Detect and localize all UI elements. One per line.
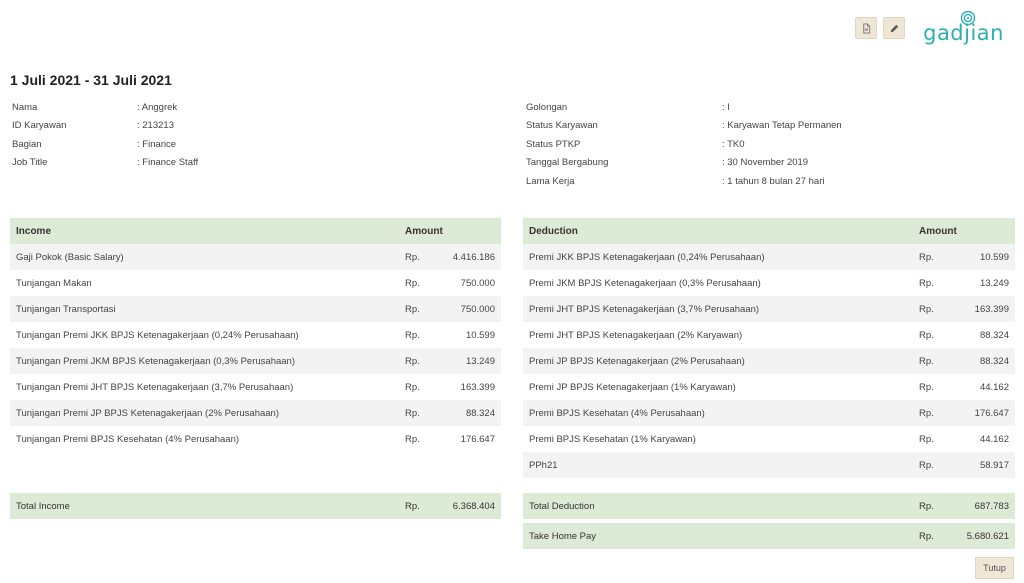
close-button[interactable]: Tutup [975, 557, 1014, 579]
table-row [10, 296, 501, 322]
info-row [12, 135, 198, 154]
table-row [523, 348, 1015, 374]
row-currency: Rp. [919, 433, 934, 445]
table-row [523, 270, 1015, 296]
row-currency: Rp. [919, 530, 934, 542]
deduction-table [523, 218, 1015, 478]
row-desc: Premi BPJS Kesehatan (4% Perusahaan) [529, 407, 705, 419]
info-row [526, 135, 842, 154]
row-desc: PPh21 [529, 459, 558, 471]
info-label: Bagian [12, 138, 42, 150]
row-currency: Rp. [405, 277, 420, 289]
row-currency: Rp. [405, 500, 420, 512]
amount-column-header: Amount [919, 225, 957, 237]
info-row [526, 117, 842, 136]
row-desc: Tunjangan Transportasi [16, 303, 116, 315]
row-desc: Tunjangan Premi JHT BPJS Ketenagakerjaan (3,7% Perusahaan) [16, 381, 294, 393]
row-desc: Tunjangan Premi JKK BPJS Ketenagakerjaan (0,24% Perusahaan) [16, 329, 299, 341]
info-value: : 213213 [137, 120, 174, 132]
total-deduction-row [523, 493, 1015, 519]
pencil-icon [889, 23, 900, 34]
row-currency: Rp. [405, 303, 420, 315]
payslip-period: 1 Juli 2021 - 31 Juli 2021 [10, 72, 172, 88]
row-amount: 176.647 [974, 407, 1009, 419]
row-desc: Gaji Pokok (Basic Salary) [16, 251, 124, 263]
table-row [523, 452, 1015, 478]
edit-button[interactable] [883, 17, 905, 39]
row-desc: Premi JKM BPJS Ketenagakerjaan (0,3% Perusahaan) [529, 277, 761, 289]
table-row [10, 426, 501, 452]
row-amount: 163.399 [974, 303, 1009, 315]
row-currency: Rp. [919, 407, 934, 419]
table-row [523, 296, 1015, 322]
brand-logo [923, 10, 1004, 46]
row-currency: Rp. [405, 407, 420, 419]
row-desc: Tunjangan Premi BPJS Kesehatan (4% Perusahaan) [16, 433, 240, 445]
row-amount: 163.399 [460, 381, 495, 393]
info-value: : 30 November 2019 [722, 157, 809, 169]
table-row [10, 322, 501, 348]
deduction-column-header: Deduction [529, 225, 578, 237]
info-label: Tanggal Bergabung [526, 157, 609, 169]
table-row [10, 400, 501, 426]
income-table [10, 218, 501, 452]
row-currency: Rp. [405, 355, 420, 367]
table-row [523, 244, 1015, 270]
info-label: ID Karyawan [12, 120, 67, 132]
row-desc: Premi JP BPJS Ketenagakerjaan (2% Perusahaan) [529, 355, 745, 367]
row-desc: Premi JKK BPJS Ketenagakerjaan (0,24% Perusahaan) [529, 251, 765, 263]
row-desc: Tunjangan Makan [16, 277, 92, 289]
take-home-pay-label: Take Home Pay [529, 530, 597, 542]
employee-info-right [526, 98, 842, 191]
total-deduction-label: Total Deduction [529, 500, 595, 512]
total-deduction-amount: 687.783 [974, 500, 1009, 512]
row-desc: Premi JHT BPJS Ketenagakerjaan (2% Karyawan) [529, 329, 743, 341]
row-currency: Rp. [405, 251, 420, 263]
row-amount: 58.917 [979, 459, 1009, 471]
row-amount: 44.162 [979, 381, 1009, 393]
info-row [12, 98, 198, 117]
row-amount: 750.000 [460, 277, 495, 289]
row-currency: Rp. [405, 329, 420, 341]
info-row [12, 154, 198, 173]
table-row [523, 400, 1015, 426]
info-value: : Anggrek [137, 101, 178, 113]
row-desc: Premi JHT BPJS Ketenagakerjaan (3,7% Perusahaan) [529, 303, 760, 315]
info-value: : Finance Staff [137, 157, 199, 169]
info-row [526, 154, 842, 173]
info-value: : 1 tahun 8 bulan 27 hari [722, 175, 825, 187]
info-label: Golongan [526, 101, 568, 113]
row-currency: Rp. [919, 277, 934, 289]
row-amount: 13.249 [465, 355, 495, 367]
pdf-icon [861, 23, 872, 34]
employee-info-left [12, 98, 198, 172]
table-row [10, 348, 501, 374]
info-label: Status Karyawan [526, 120, 598, 132]
table-row [523, 426, 1015, 452]
total-income-amount: 6.368.404 [452, 500, 495, 512]
row-desc: Tunjangan Premi JP BPJS Ketenagakerjaan (2% Perusahaan) [16, 407, 279, 419]
pdf-download-button[interactable] [855, 17, 877, 39]
row-amount: 4.416.186 [452, 251, 495, 263]
row-desc: Tunjangan Premi JKM BPJS Ketenagakerjaan (0,3% Perusahaan) [16, 355, 295, 367]
logo-swirl-icon [960, 10, 976, 26]
table-row [10, 270, 501, 296]
deduction-table-header [523, 218, 1015, 244]
row-desc: Premi JP BPJS Ketenagakerjaan (1% Karyawan) [529, 381, 736, 393]
info-label: Status PTKP [526, 138, 581, 150]
info-label: Lama Kerja [526, 175, 575, 187]
row-currency: Rp. [405, 381, 420, 393]
income-table-header [10, 218, 501, 244]
row-amount: 88.324 [465, 407, 495, 419]
row-amount: 44.162 [979, 433, 1009, 445]
income-column-header: Income [16, 225, 52, 237]
row-amount: 750.000 [460, 303, 495, 315]
table-row [523, 374, 1015, 400]
table-row [10, 374, 501, 400]
row-amount: 13.249 [979, 277, 1009, 289]
amount-column-header: Amount [405, 225, 443, 237]
info-row [526, 172, 842, 191]
take-home-pay-amount: 5.680.621 [966, 530, 1009, 542]
info-row [12, 117, 198, 136]
info-value: : Finance [137, 138, 177, 150]
total-income-label: Total Income [16, 500, 70, 512]
row-currency: Rp. [919, 329, 934, 341]
row-amount: 10.599 [979, 251, 1009, 263]
row-desc: Premi BPJS Kesehatan (1% Karyawan) [529, 433, 696, 445]
row-currency: Rp. [919, 459, 934, 471]
info-value: : Karyawan Tetap Permanen [722, 120, 842, 132]
info-label: Nama [12, 101, 38, 113]
row-currency: Rp. [919, 500, 934, 512]
table-row [10, 244, 501, 270]
top-toolbar [855, 10, 1004, 46]
row-currency: Rp. [919, 303, 934, 315]
info-value: : I [722, 101, 730, 113]
row-amount: 10.599 [465, 329, 495, 341]
info-row [526, 98, 842, 117]
take-home-pay-row [523, 523, 1015, 549]
row-currency: Rp. [919, 355, 934, 367]
row-currency: Rp. [405, 433, 420, 445]
info-label: Job Title [12, 157, 48, 169]
brand-name: gadjian [923, 21, 1004, 45]
row-amount: 88.324 [979, 355, 1009, 367]
table-row [523, 322, 1015, 348]
row-currency: Rp. [919, 381, 934, 393]
row-amount: 88.324 [979, 329, 1009, 341]
row-amount: 176.647 [460, 433, 495, 445]
info-value: : TK0 [722, 138, 745, 150]
total-income-row [10, 493, 501, 519]
row-currency: Rp. [919, 251, 934, 263]
